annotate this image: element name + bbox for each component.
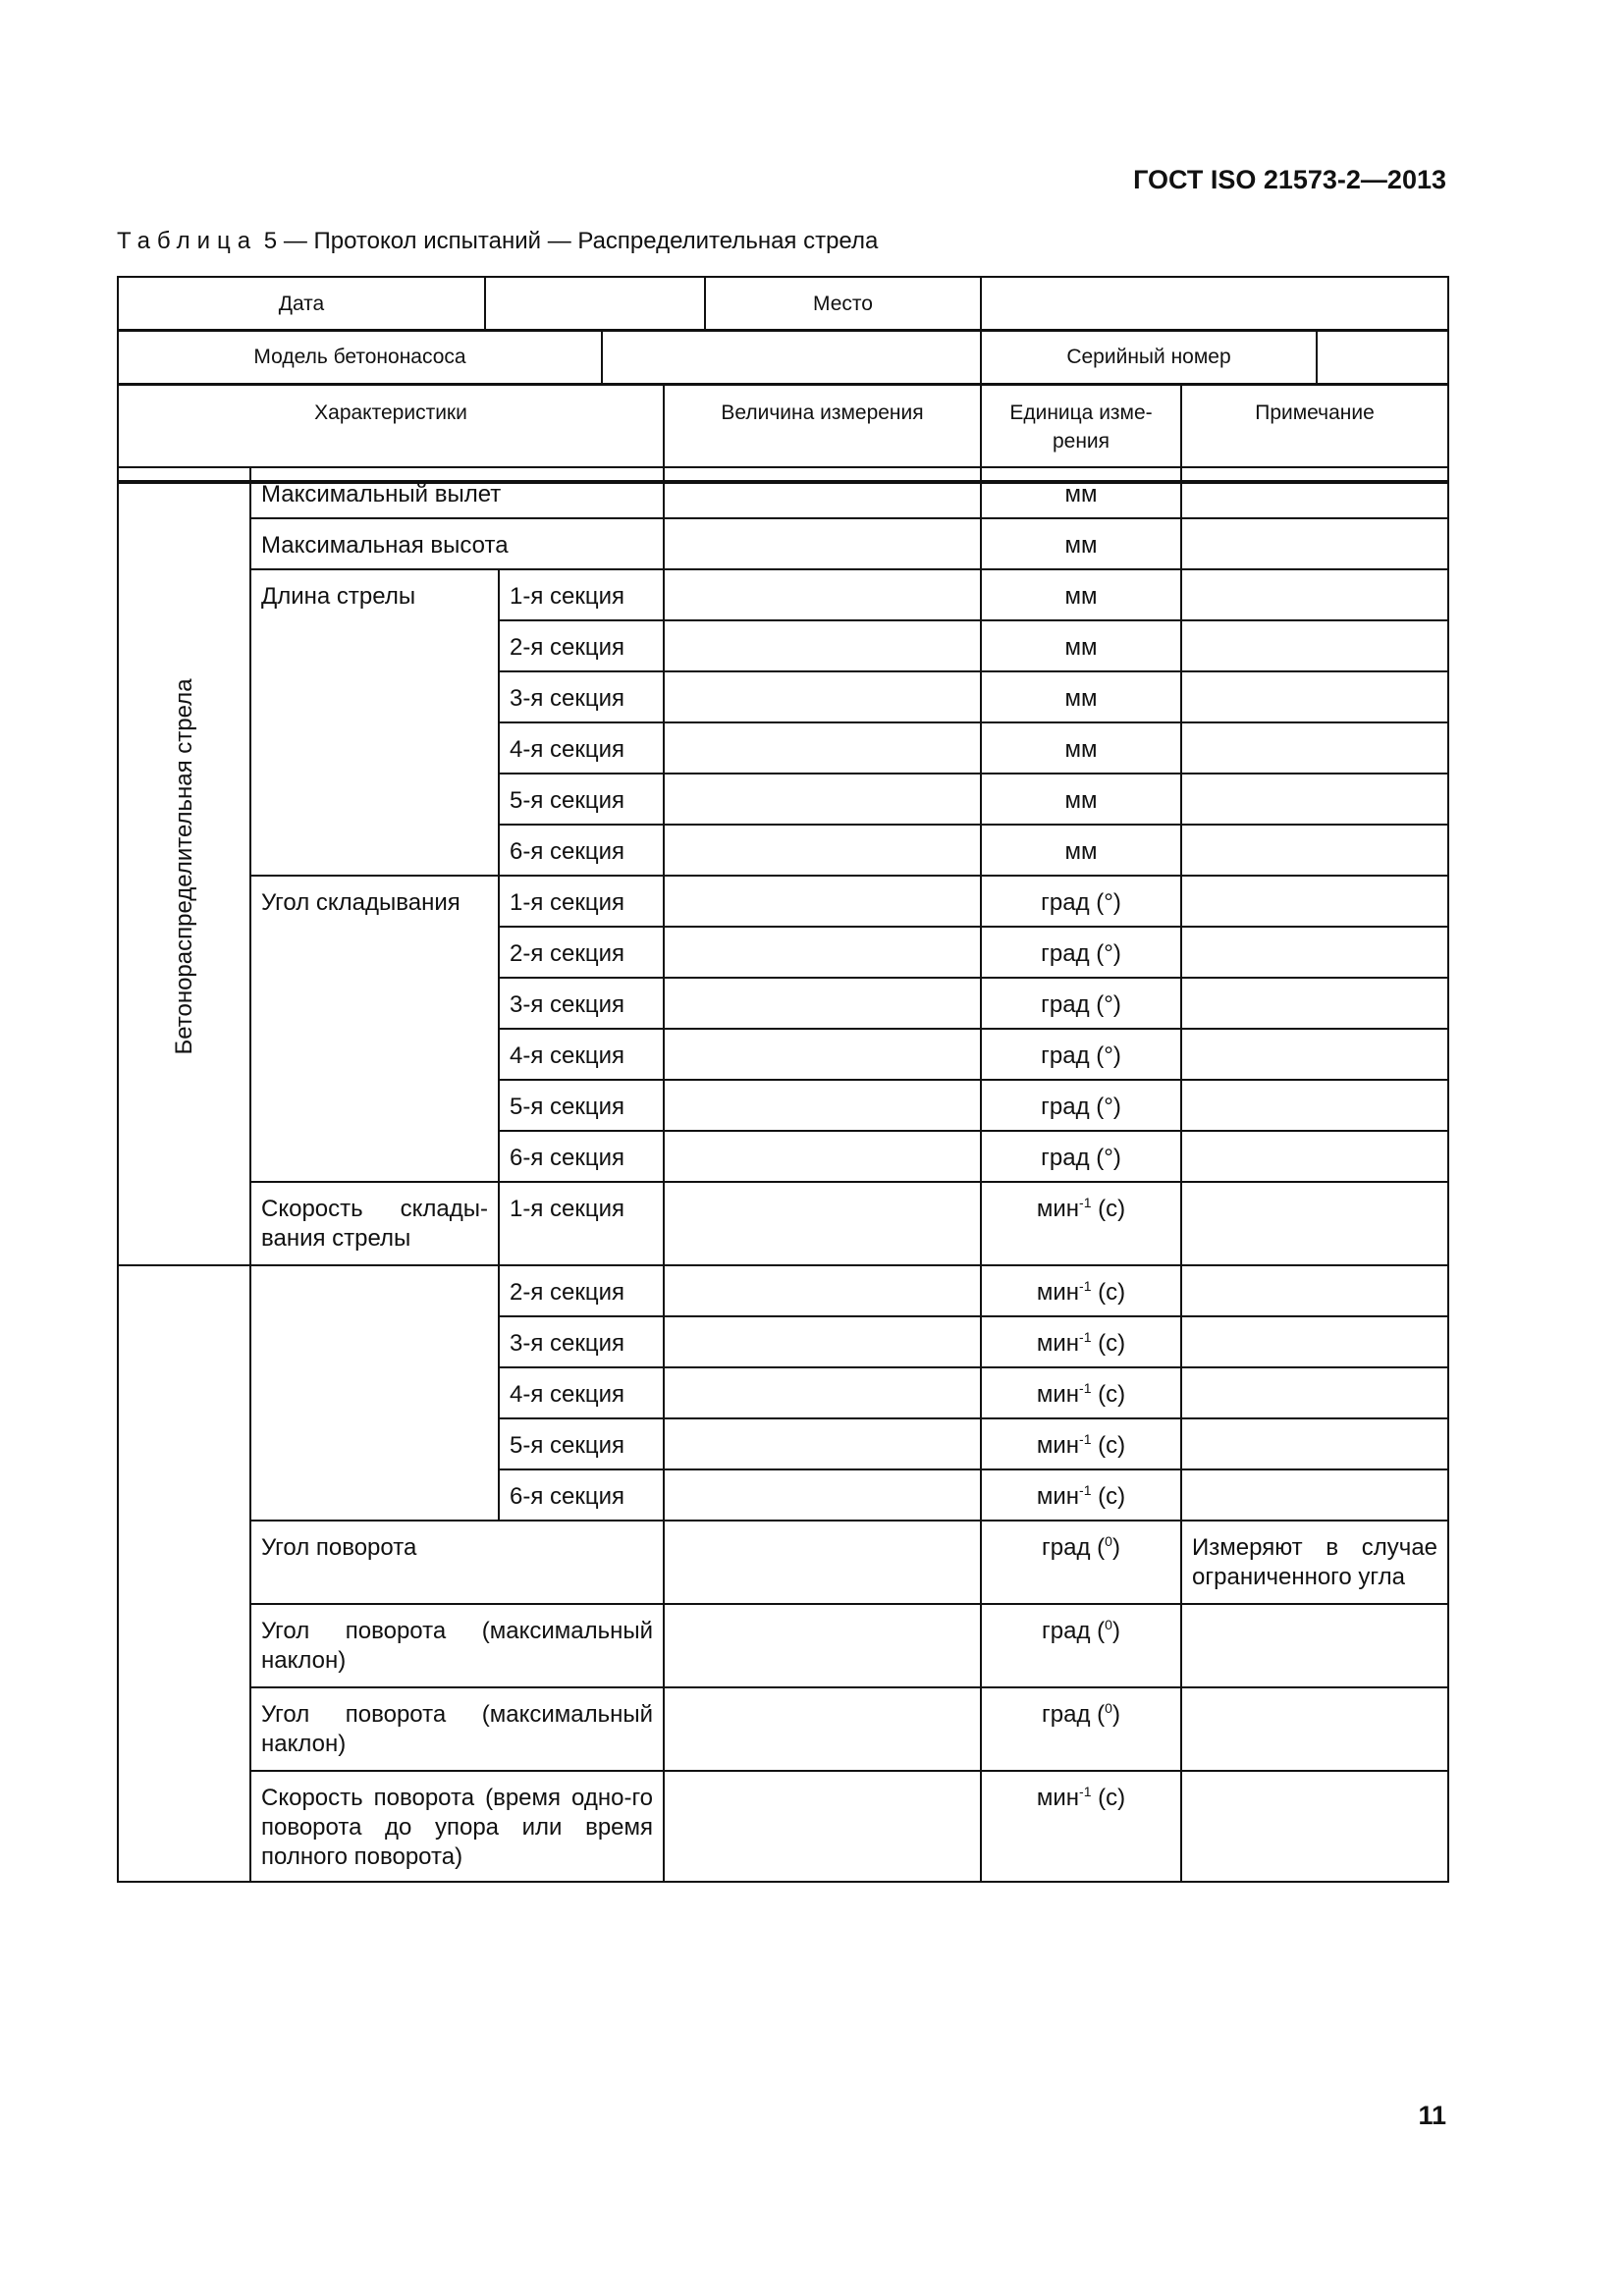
unit-cell (981, 1182, 1181, 1265)
section-label: 3-я секция (499, 978, 664, 1029)
table-row (118, 1771, 1448, 1882)
note-cell[interactable] (1181, 467, 1448, 518)
unit-sup: -1 (1079, 1482, 1092, 1498)
value-cell[interactable] (664, 518, 981, 569)
section-label: 4-я секция (499, 1029, 664, 1080)
unit-sup: -1 (1079, 1278, 1092, 1294)
caption-text: — Протокол испытаний — Распределительная стрела (283, 228, 879, 254)
note-cell[interactable] (1181, 1418, 1448, 1469)
note-cell[interactable] (1181, 620, 1448, 671)
value-cell[interactable] (664, 1469, 981, 1521)
unit-base: мин (1036, 1330, 1080, 1357)
value-cell[interactable] (664, 1029, 981, 1080)
section-label: 5-я секция (499, 1080, 664, 1131)
unit-base: град ( (1042, 1701, 1106, 1728)
group-label: Бетонораспределительная стрела (170, 677, 197, 1055)
table-row (118, 1265, 1448, 1316)
unit-cell: град (°) (981, 1080, 1181, 1131)
date-field[interactable] (485, 277, 705, 331)
note-cell[interactable] (1181, 1604, 1448, 1687)
unit-tail: ) (1111, 1618, 1120, 1644)
unit-cell: град (°) (981, 1029, 1181, 1080)
group-label-cell-empty (118, 1265, 250, 1882)
unit-sup: -1 (1079, 1380, 1092, 1396)
unit-cell (981, 1418, 1181, 1469)
pump-model-label: Модель бетононасоса (118, 330, 602, 385)
unit-tail: ) (1111, 1701, 1120, 1728)
value-cell[interactable] (664, 467, 981, 518)
unit-base: мин (1036, 1279, 1080, 1306)
value-cell[interactable] (664, 1080, 981, 1131)
section-label: 4-я секция (499, 1367, 664, 1418)
unit-sup: 0 (1105, 1700, 1112, 1716)
note-cell[interactable] (1181, 927, 1448, 978)
table-row (118, 1687, 1448, 1771)
section-label: 6-я секция (499, 1469, 664, 1521)
row-label: Максимальный вылет (250, 467, 664, 518)
note-cell[interactable] (1181, 1771, 1448, 1882)
unit-cell: мм (981, 518, 1181, 569)
table-row (118, 518, 1448, 569)
unit-cell (981, 1265, 1181, 1316)
table-row (118, 569, 1448, 620)
value-cell[interactable] (664, 620, 981, 671)
unit-tail: (с) (1091, 1279, 1126, 1306)
note-cell[interactable] (1181, 1687, 1448, 1771)
value-cell[interactable] (664, 1265, 981, 1316)
unit-header-line1: Единица изме- (1009, 401, 1153, 424)
section-label: 1-я секция (499, 569, 664, 620)
section-label: 3-я секция (499, 1316, 664, 1367)
unit-cell (981, 1687, 1181, 1771)
unit-tail: (с) (1091, 1483, 1126, 1510)
value-cell[interactable] (664, 671, 981, 722)
group-label-cell (118, 467, 250, 1265)
unit-cell: мм (981, 569, 1181, 620)
unit-sup: -1 (1079, 1329, 1092, 1345)
section-label: 1-я секция (499, 1182, 664, 1265)
value-cell[interactable] (664, 927, 981, 978)
note-cell[interactable] (1181, 1367, 1448, 1418)
unit-base: град ( (1042, 1618, 1106, 1644)
note-cell[interactable] (1181, 1131, 1448, 1182)
unit-tail: (с) (1091, 1432, 1126, 1459)
unit-base: мин (1036, 1432, 1080, 1459)
serial-number-field[interactable] (1317, 330, 1448, 385)
unit-cell (981, 1521, 1181, 1604)
row-label: Угол поворота (максимальный наклон) (250, 1604, 664, 1687)
note-cell[interactable] (1181, 671, 1448, 722)
unit-tail: (с) (1091, 1196, 1126, 1222)
table-row (118, 1182, 1448, 1265)
note-cell[interactable] (1181, 1265, 1448, 1316)
note-cell[interactable] (1181, 978, 1448, 1029)
section-label: 2-я секция (499, 1265, 664, 1316)
note-header: Примечание (1181, 384, 1448, 482)
row-label: Максимальная высота (250, 518, 664, 569)
unit-cell: град (°) (981, 978, 1181, 1029)
section-label: 5-я секция (499, 1418, 664, 1469)
note-cell[interactable] (1181, 1182, 1448, 1265)
pump-model-field[interactable] (602, 330, 981, 385)
unit-cell: мм (981, 671, 1181, 722)
measured-value-header: Величина измерения (664, 384, 981, 482)
row-label: Угол поворота (максимальный наклон) (250, 1687, 664, 1771)
note-cell[interactable] (1181, 876, 1448, 927)
row-label: Угол складывания (250, 876, 499, 1182)
unit-base: мин (1036, 1483, 1080, 1510)
unit-cell: мм (981, 825, 1181, 876)
header-date-place (117, 276, 1449, 332)
value-cell[interactable] (664, 774, 981, 825)
unit-base: град ( (1042, 1534, 1106, 1561)
place-label: Место (705, 277, 981, 331)
value-cell[interactable] (664, 1521, 981, 1604)
unit-cell (981, 1316, 1181, 1367)
value-cell[interactable] (664, 1771, 981, 1882)
unit-header-line2: рения (1052, 430, 1110, 454)
section-label: 5-я секция (499, 774, 664, 825)
unit-sup: 0 (1105, 1617, 1112, 1632)
unit-cell (981, 1604, 1181, 1687)
value-cell[interactable] (664, 876, 981, 927)
unit-cell: мм (981, 774, 1181, 825)
note-cell[interactable] (1181, 1029, 1448, 1080)
caption-number: 5 (263, 228, 278, 254)
unit-base: мин (1036, 1196, 1080, 1222)
value-cell[interactable] (664, 1604, 981, 1687)
table-row (118, 1604, 1448, 1687)
unit-cell (981, 1771, 1181, 1882)
unit-tail: (с) (1091, 1381, 1126, 1408)
section-label: 2-я секция (499, 620, 664, 671)
unit-sup: 0 (1105, 1533, 1112, 1549)
unit-cell: мм (981, 722, 1181, 774)
value-cell[interactable] (664, 978, 981, 1029)
value-cell[interactable] (664, 569, 981, 620)
value-cell[interactable] (664, 825, 981, 876)
unit-cell (981, 1367, 1181, 1418)
note-cell[interactable] (1181, 518, 1448, 569)
row-label-empty (250, 1265, 499, 1521)
section-label: 1-я секция (499, 876, 664, 927)
header-model-serial (117, 329, 1449, 386)
table-row (118, 1521, 1448, 1604)
row-label: Угол поворота (250, 1521, 664, 1604)
unit-tail: (с) (1091, 1330, 1126, 1357)
value-cell[interactable] (664, 722, 981, 774)
unit-base: мин (1036, 1381, 1080, 1408)
row-label: Длина стрелы (250, 569, 499, 876)
row-label: Скорость поворота (время одно-го поворота до упора или время полного поворота) (250, 1771, 664, 1882)
table-row (118, 467, 1448, 518)
note-cell[interactable] (1181, 1469, 1448, 1521)
document-code: ГОСТ ISO 21573-2—2013 (1133, 165, 1446, 194)
unit-sup: -1 (1079, 1431, 1092, 1447)
place-field[interactable] (981, 277, 1448, 331)
section-label: 4-я секция (499, 722, 664, 774)
note-cell[interactable] (1181, 825, 1448, 876)
unit-sup: -1 (1079, 1784, 1092, 1799)
test-protocol-table (117, 466, 1449, 1883)
page-number: 11 (1418, 2101, 1446, 2130)
serial-number-label: Серийный номер (981, 330, 1317, 385)
value-cell[interactable] (664, 1367, 981, 1418)
value-cell[interactable] (664, 1316, 981, 1367)
unit-sup: -1 (1079, 1195, 1092, 1210)
unit-base: мин (1036, 1785, 1080, 1811)
table-caption (117, 228, 878, 255)
value-cell[interactable] (664, 1182, 981, 1265)
note-cell[interactable] (1181, 569, 1448, 620)
unit-cell: град (°) (981, 1131, 1181, 1182)
date-label: Дата (118, 277, 485, 331)
section-label: 6-я секция (499, 825, 664, 876)
characteristics-header: Характеристики (118, 384, 664, 482)
unit-tail: (с) (1091, 1785, 1126, 1811)
section-label: 6-я секция (499, 1131, 664, 1182)
unit-cell: мм (981, 467, 1181, 518)
value-cell[interactable] (664, 1687, 981, 1771)
note-cell[interactable]: Измеряют в случае ограниченного угла (1181, 1521, 1448, 1604)
caption-label: Таблица (117, 228, 258, 254)
unit-tail: ) (1111, 1534, 1120, 1561)
unit-cell: град (°) (981, 927, 1181, 978)
unit-cell: град (°) (981, 876, 1181, 927)
note-cell[interactable] (1181, 774, 1448, 825)
note-cell[interactable] (1181, 1316, 1448, 1367)
table-row (118, 876, 1448, 927)
note-cell[interactable] (1181, 722, 1448, 774)
row-label: Скорость склады-вания стрелы (250, 1182, 499, 1265)
note-cell[interactable] (1181, 1080, 1448, 1131)
section-label: 3-я секция (499, 671, 664, 722)
unit-cell: мм (981, 620, 1181, 671)
section-label: 2-я секция (499, 927, 664, 978)
value-cell[interactable] (664, 1418, 981, 1469)
unit-cell (981, 1469, 1181, 1521)
value-cell[interactable] (664, 1131, 981, 1182)
